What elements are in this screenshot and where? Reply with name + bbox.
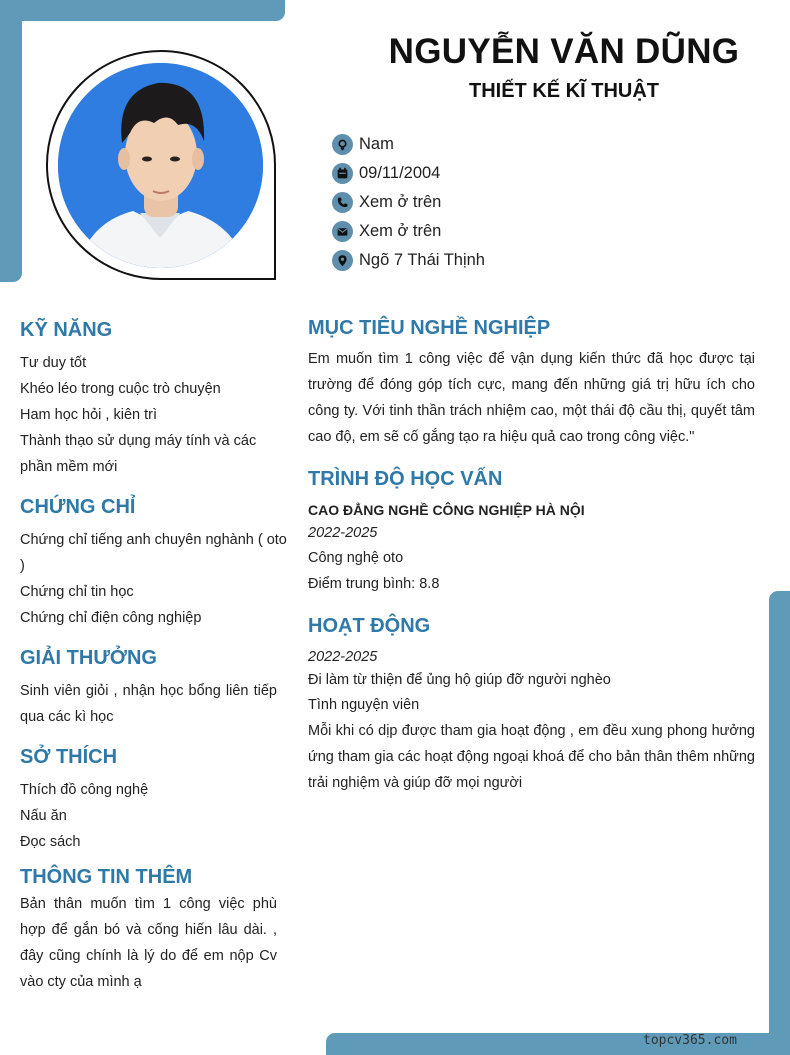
activity-description: Mỗi khi có dịp được tham gia hoạt động , em đều xung phong hưởng ứng tham gia các hoạt động ngoại khoá để cho bản thân thêm những trải nghiệm và giúp đỡ mọi người — [308, 723, 755, 791]
birthday-text: 09/11/2004 — [359, 164, 441, 182]
awards-heading: GIẢI THƯỞNG — [20, 647, 157, 669]
skill-item: Ham học hỏi , kiên trì — [20, 407, 157, 423]
hobby-item: Thích đồ công nghệ — [20, 782, 149, 798]
education-gpa: Điểm trung bình: 8.8 — [308, 576, 440, 592]
activity-role: Tình nguyện viên — [308, 697, 420, 713]
contact-gender — [332, 130, 485, 159]
skill-item: Thành thạo sử dụng máy tính và các — [20, 433, 257, 449]
activity-org: Đi làm từ thiện để ủng hộ giúp đỡ người nghèo — [308, 672, 611, 688]
activities-heading: HOẠT ĐỘNG — [308, 615, 431, 637]
calendar-icon — [332, 163, 353, 184]
hobbies-heading: SỞ THÍCH — [20, 746, 118, 768]
certificate-item: ) — [20, 558, 25, 574]
email-icon — [332, 221, 353, 242]
certificate-item: Chứng chỉ tin học — [20, 584, 134, 600]
gender-text: Nam — [359, 135, 394, 153]
activity-period: 2022-2025 — [308, 649, 378, 665]
hobby-item: Nấu ăn — [20, 808, 67, 824]
watermark: topcv365.com — [643, 1033, 737, 1048]
email-text: Xem ở trên — [359, 222, 442, 240]
certificates-heading: CHỨNG CHỈ — [20, 496, 136, 518]
decor-bar-left — [0, 0, 22, 282]
skill-item: phần mềm mới — [20, 459, 118, 475]
decor-bar-top — [0, 0, 285, 21]
education-major: Công nghệ oto — [308, 550, 404, 566]
contact-birthday — [332, 159, 485, 188]
address-text: Ngõ 7 Thái Thịnh — [359, 251, 485, 269]
education-period: 2022-2025 — [308, 525, 378, 541]
decor-bar-right — [769, 591, 790, 1055]
objective-text: Em muốn tìm 1 công việc để vận dụng kiến thức đã học được tại trường để đóng góp tích cực, mang đến những giá trị hữu ích cho công ty. Với tinh thần trách nhiệm cao, một thái độ cầu thị, quyết tâm cao độ, em sẽ cố gắng tạo ra hiệu quả cao trong công việc." — [308, 351, 755, 445]
gender-icon — [332, 134, 353, 155]
job-title: THIẾT KẾ KĨ THUẬT — [469, 80, 659, 102]
location-icon — [332, 250, 353, 271]
contact-address — [332, 246, 485, 275]
contact-phone[interactable] — [332, 188, 485, 217]
more-info-text: Bản thân muốn tìm 1 công việc phù hợp để gắn bó và cống hiến lâu dài. , đây cũng chính là lý do để em nộp Cv vào cty của mình ạ — [20, 896, 277, 990]
phone-icon — [332, 192, 353, 213]
contact-email[interactable] — [332, 217, 485, 246]
more-info-heading: THÔNG TIN THÊM — [20, 866, 193, 888]
contact-list — [332, 130, 485, 275]
skill-item: Tư duy tốt — [20, 355, 87, 371]
profile-photo — [58, 63, 263, 268]
objective-heading: MỤC TIÊU NGHỀ NGHIỆP — [308, 317, 551, 339]
certificate-item: Chứng chỉ điện công nghiệp — [20, 610, 202, 626]
certificate-item: Chứng chỉ tiếng anh chuyên nghành ( oto — [20, 532, 287, 548]
skill-item: Khéo léo trong cuộc trò chuyện — [20, 381, 221, 397]
awards-text: Sinh viên giỏi , nhận học bổng liên tiếp qua các kì học — [20, 683, 277, 725]
candidate-name: NGUYỄN VĂN DŨNG — [388, 32, 740, 71]
skills-heading: KỸ NĂNG — [20, 319, 113, 341]
education-heading: TRÌNH ĐỘ HỌC VẤN — [308, 468, 503, 490]
school-name: CAO ĐẲNG NGHỀ CÔNG NGHIỆP HÀ NỘI — [308, 502, 585, 518]
hobby-item: Đọc sách — [20, 834, 81, 850]
phone-text: Xem ở trên — [359, 193, 442, 211]
